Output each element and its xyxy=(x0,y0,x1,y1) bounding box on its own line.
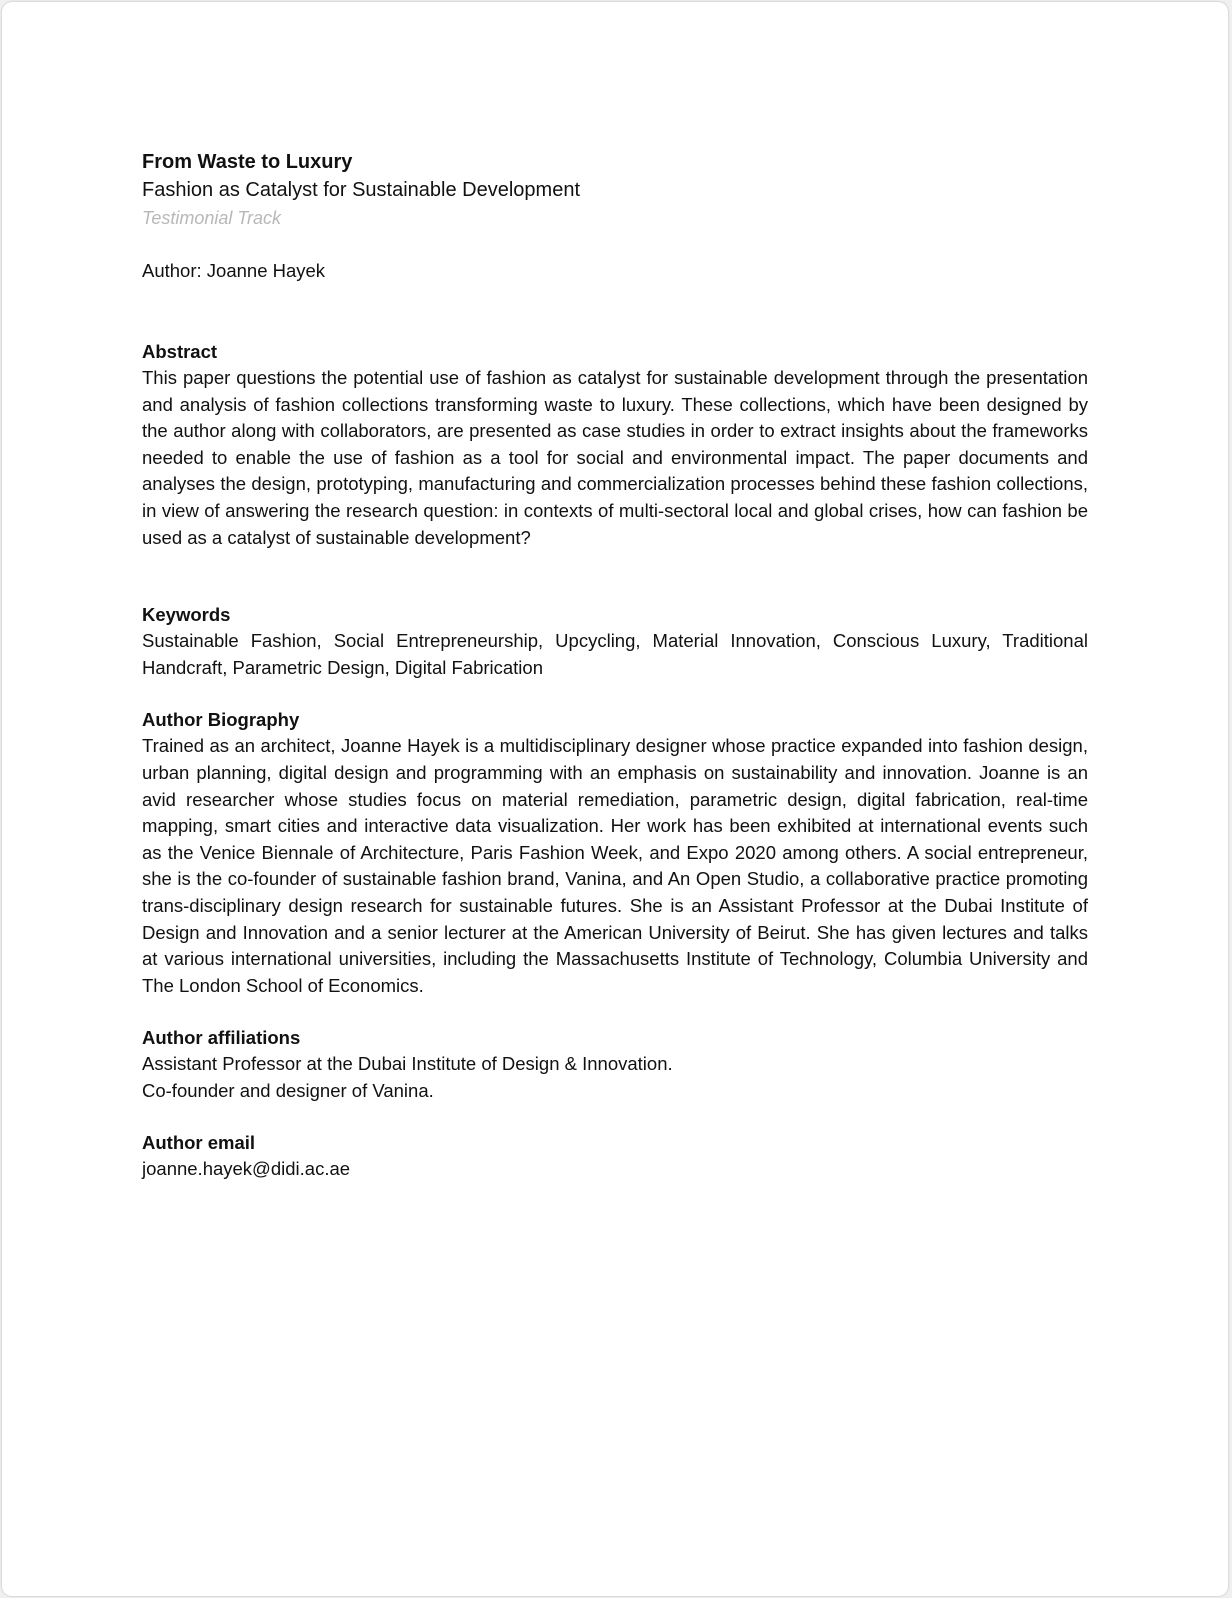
biography-section xyxy=(142,707,1088,999)
keywords-body: Sustainable Fashion, Social Entrepreneurship, Upcycling, Material Innovation, Conscious Luxury, Traditional Handcraft, Parametric Design, Digital Fabrication xyxy=(142,630,1088,678)
abstract-heading: Abstract xyxy=(142,341,218,362)
affiliations-body xyxy=(142,1051,1088,1104)
affiliations-section xyxy=(142,1025,1088,1104)
document-content xyxy=(142,148,1088,1183)
abstract-body: This paper questions the potential use of fashion as catalyst for sustainable development through the presentation and analysis of fashion collections transforming waste to luxury. These collections, which have been designed by the author along with collaborators, are presented as case studies in order to extract insights about the frameworks needed to enable the use of fashion as a tool for social and environmental impact. The paper documents and analyses the design, prototyping, manufacturing and commercialization processes behind these fashion collections, in view of answering the research question: in contexts of multi-sectoral local and global crises, how can fashion be used as a catalyst of sustainable development? xyxy=(142,367,1088,548)
title-block xyxy=(142,148,1088,284)
author-email: joanne.hayek@didi.ac.ae xyxy=(142,1158,351,1180)
email-heading: Author email xyxy=(142,1132,256,1154)
track-label: Testimonial Track xyxy=(142,208,282,228)
keywords-section xyxy=(142,602,1088,681)
affiliation-line: Assistant Professor at the Dubai Institute of Design & Innovation. xyxy=(142,1053,673,1075)
affiliation-line: Co-founder and designer of Vanina. xyxy=(142,1079,434,1101)
affiliations-heading: Author affiliations xyxy=(142,1027,301,1049)
biography-heading: Author Biography xyxy=(142,709,300,731)
biography-body: Trained as an architect, Joanne Hayek is a multidisciplinary designer whose practice expanded into fashion design, urban planning, digital design and programming with an emphasis on sustainability and innovation. Joanne is an avid researcher whose studies focus on material remediation, parametric design, digital fabrication, real-time mapping, smart cities and interactive data visualization. Her work has been exhibited at international events such as the Venice Biennale of Architecture, Paris Fashion Week, and Expo 2020 among others. A social entrepreneur, she is the co-founder of sustainable fashion brand, Vanina, and An Open Studio, a collaborative practice promoting trans-disciplinary design research for sustainable futures. She is an Assistant Professor at the Dubai Institute of Design and Innovation and a senior lecturer at the American University of Beirut. She has given lectures and talks at various international universities, including the Massachusetts Institute of Technology, Columbia University and The London School of Economics. xyxy=(142,735,1088,996)
paper-title: From Waste to Luxury xyxy=(142,151,353,173)
abstract-section xyxy=(142,339,1088,551)
keywords-heading: Keywords xyxy=(142,604,231,626)
paper-subtitle: Fashion as Catalyst for Sustainable Development xyxy=(142,179,581,201)
author-line: Author: Joanne Hayek xyxy=(142,260,326,281)
email-section xyxy=(142,1130,1088,1183)
document-page xyxy=(2,2,1228,1596)
